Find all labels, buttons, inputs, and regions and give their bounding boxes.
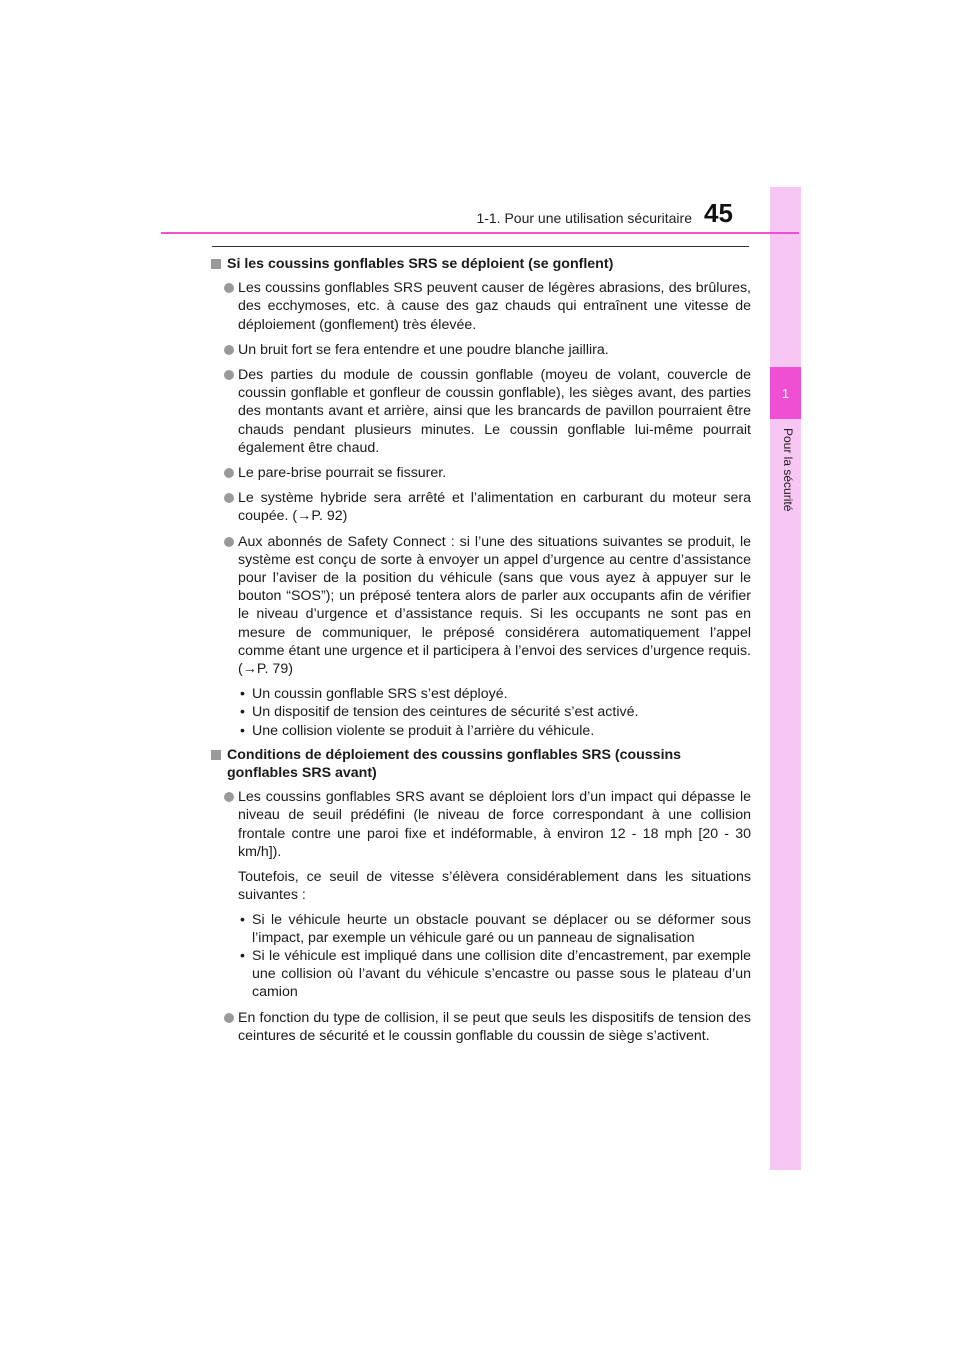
- sub-bullet-icon: •: [240, 686, 245, 703]
- list-item-text: Les coussins gonflables SRS peuvent causer de légères abrasions, des brûlures, des ecchymoses, etc. à cause des gaz chauds qui entraînent une vitesse de déploiement (gonflement) très élevée.: [238, 280, 751, 333]
- sub-list-item: [211, 722, 751, 740]
- sub-bullet-icon: •: [240, 911, 245, 928]
- section-heading: [211, 255, 751, 273]
- round-bullet-icon: [224, 468, 234, 478]
- chapter-label: Pour la sécurité: [781, 428, 795, 512]
- list-item-text: Le pare-brise pourrait se fissurer.: [238, 465, 447, 482]
- round-bullet-icon: [224, 370, 234, 380]
- sub-list-item-text: Un coussin gonflable SRS s’est déployé.: [252, 686, 508, 703]
- note-paragraph: Toutefois, ce seuil de vitesse s’élèvera considérablement dans les situations suivantes :: [238, 869, 751, 904]
- list-item: [211, 533, 751, 679]
- round-bullet-icon: [224, 792, 234, 802]
- list-item-text: Le système hybride sera arrêté et l’alimentation en carburant du moteur sera coupée. (→P. 92): [238, 490, 751, 525]
- list-item: [211, 279, 751, 334]
- square-bullet-icon: [211, 750, 221, 760]
- section-heading-text: Conditions de déploiement des coussins gonflables SRS (coussins gonflables SRS avant): [227, 746, 682, 782]
- sub-list-item-text: Un dispositif de tension des ceintures de sécurité s’est activé.: [252, 704, 639, 721]
- round-bullet-icon: [224, 345, 234, 355]
- sub-bullet-icon: •: [240, 947, 245, 964]
- list-item-text: Aux abonnés de Safety Connect : si l’une des situations suivantes se produit, le système est conçu de sorte à envoyer un appel d’urgence au centre d’assistance pour l’aviser de la position du véhicule (sans que vous ayez à appuyer sur le bouton “SOS”); un préposé tentera alors de parler aux occupants afin de vérifier le niveau d’urgence et d’assistance requis. Si les occupants ne sont pas en mesure de communiquer, le préposé considérera automatiquement l’appel comme étant une urgence et il participera à l’envoi des services d’urgence requis. (→P. 79): [238, 533, 751, 678]
- sub-list-item: [211, 947, 751, 1002]
- section-heading-text: Si les coussins gonflables SRS se déploient (se gonflent): [227, 256, 614, 272]
- list-item: [211, 464, 751, 482]
- sub-list-item: [211, 703, 751, 721]
- list-item: [211, 366, 751, 457]
- list-item: [211, 1009, 751, 1045]
- list-item-text: Un bruit fort se fera entendre et une poudre blanche jaillira.: [238, 341, 609, 358]
- round-bullet-icon: [224, 283, 234, 293]
- header-divider: [161, 232, 799, 234]
- square-bullet-icon: [211, 259, 221, 269]
- page-number: 45: [704, 198, 733, 228]
- chapter-side-tab: [770, 187, 801, 1170]
- list-item: [211, 489, 751, 525]
- list-item: [211, 341, 751, 359]
- list-item-text: Les coussins gonflables SRS avant se déploient lors d’un impact qui dépasse le niveau de seuil prédéfini (le niveau de force correspondant à une collision frontale contre une paroi fixe et indéformable, à environ 12 - 18 mph [20 - 30 km/h]).: [238, 789, 751, 860]
- list-item: [211, 788, 751, 861]
- content-top-rule: [212, 246, 749, 247]
- sub-list-item-text: Si le véhicule heurte un obstacle pouvant se déplacer ou se déformer sous l’impact, par exemple un véhicule garé ou un panneau de signalisation: [252, 911, 751, 946]
- header-section-title: 1-1. Pour une utilisation sécuritaire: [476, 210, 692, 226]
- round-bullet-icon: [224, 493, 234, 503]
- sub-bullet-icon: •: [240, 704, 245, 721]
- sub-list-item: [211, 685, 751, 703]
- sub-list-item: [211, 911, 751, 947]
- sub-list-item-text: Si le véhicule est impliqué dans une collision dite d’encastrement, par exemple une collision où l’avant du véhicule s’encastre ou passe sous le plateau d’un camion: [252, 947, 751, 1001]
- list-item-text: Des parties du module de coussin gonflable (moyeu de volant, couvercle de coussin gonflable et gonfleur de coussin gonflable), les sièges avant, des parties des montants avant et arrière, ainsi que les brancards de pavillon pourraient être chauds pendant plusieurs minutes. Le coussin gonflable lui-même pourrait également être chaud.: [238, 367, 751, 456]
- sub-bullet-icon: •: [240, 722, 245, 739]
- chapter-number-tab: 1: [770, 367, 801, 419]
- sub-list-item-text: Une collision violente se produit à l’arrière du véhicule.: [252, 722, 595, 739]
- list-item-text: En fonction du type de collision, il se peut que seuls les dispositifs de tension des ceintures de sécurité et le coussin gonflable du coussin de siège s’activent.: [238, 1009, 751, 1044]
- round-bullet-icon: [224, 537, 234, 547]
- page-content: [211, 255, 751, 1052]
- round-bullet-icon: [224, 1013, 234, 1023]
- section-heading: [211, 746, 751, 782]
